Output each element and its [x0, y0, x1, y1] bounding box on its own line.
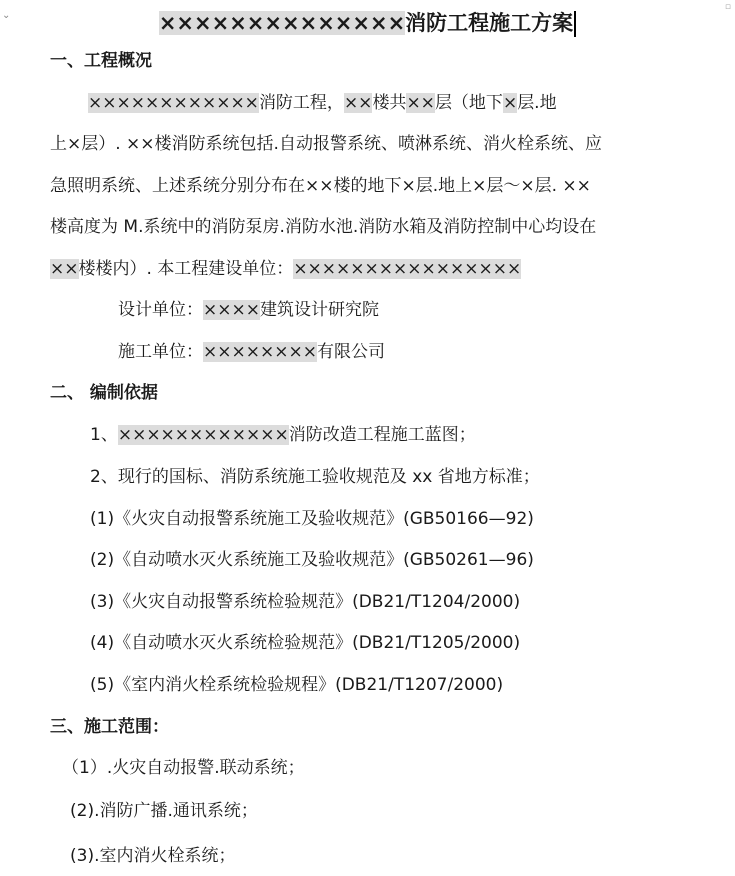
construction-unit-label: 施工单位： [118, 342, 203, 362]
design-unit-name: 建筑设计研究院 [259, 300, 379, 320]
section1-paragraph-line4: 楼高度为 M.系统中的消防泵房.消防水池.消防水箱及消防控制中心均设在 [50, 217, 597, 237]
placeholder-x: ×××××××××××× [117, 425, 289, 445]
placeholder-x: ×××× [203, 300, 260, 320]
section1-paragraph-line1 [88, 92, 557, 114]
corner-mark-right: ▫ [724, 2, 731, 12]
standard-item: (3)《火灾自动报警系统检验规范》(DB21/T1204/2000) [90, 592, 521, 612]
placeholder-x: ×× [406, 93, 435, 113]
construction-unit-line [118, 341, 385, 363]
placeholder-x: ×× [50, 259, 79, 279]
placeholder-x: ×××××××××××××××× [293, 259, 522, 279]
placeholder-x: × [502, 93, 518, 113]
section1-heading: 一、工程概况 [50, 51, 152, 71]
standard-item: (5)《室内消火栓系统检验规程》(DB21/T1207/2000) [90, 675, 504, 695]
section2-heading: 二、 编制依据 [50, 383, 158, 403]
placeholder-x: ×××××××× [203, 342, 317, 362]
scope-item: (2).消防广播.通讯系统； [70, 801, 258, 821]
document-title [0, 8, 735, 38]
text: 消防改造工程施工蓝图； [288, 425, 476, 445]
section1-paragraph-line5 [50, 258, 521, 280]
standard-item: (2)《自动喷水灭火系统施工及验收规范》(GB50261—96) [90, 550, 534, 570]
section1-paragraph-line3: 急照明系统、上述系统分别分布在××楼的地下×层.地上×层～×层. ×× [50, 176, 591, 196]
construction-unit-name: 有限公司 [316, 342, 385, 362]
standard-item: (1)《火灾自动报警系统施工及验收规范》(GB50166—92) [90, 509, 534, 529]
scope-item: (3).室内消火栓系统； [70, 846, 236, 866]
text-cursor [574, 11, 576, 37]
placeholder-x: ×××××××××××× [88, 93, 259, 113]
basis-item-2: 2、现行的国标、消防系统施工验收规范及 xx 省地方标准； [90, 467, 540, 487]
design-unit-label: 设计单位： [118, 300, 203, 320]
text: 消防工程， [258, 93, 344, 113]
placeholder-x: ×× [343, 93, 373, 113]
section3-heading: 三、施工范围： [50, 717, 169, 737]
item-number: 1、 [90, 425, 118, 445]
basis-item-1 [90, 424, 476, 446]
section1-paragraph-line2: 上×层）. ××楼消防系统包括.自动报警系统、喷淋系统、消火栓系统、应 [50, 134, 602, 154]
text: 层.地 [517, 93, 557, 113]
text: 层（地下 [434, 93, 503, 113]
corner-mark-left: ⌄ [2, 10, 11, 21]
design-unit-line [118, 299, 379, 321]
text: 楼共 [372, 93, 407, 113]
scope-item: （1）.火灾自动报警.联动系统； [62, 758, 305, 778]
standard-item: (4)《自动喷水灭火系统检验规范》(DB21/T1205/2000) [90, 633, 521, 653]
text: 楼楼内）. 本工程建设单位： [78, 259, 294, 279]
title-text: 消防工程施工方案 [405, 11, 574, 35]
title-placeholder: ×××××××××××××× [158, 11, 406, 35]
